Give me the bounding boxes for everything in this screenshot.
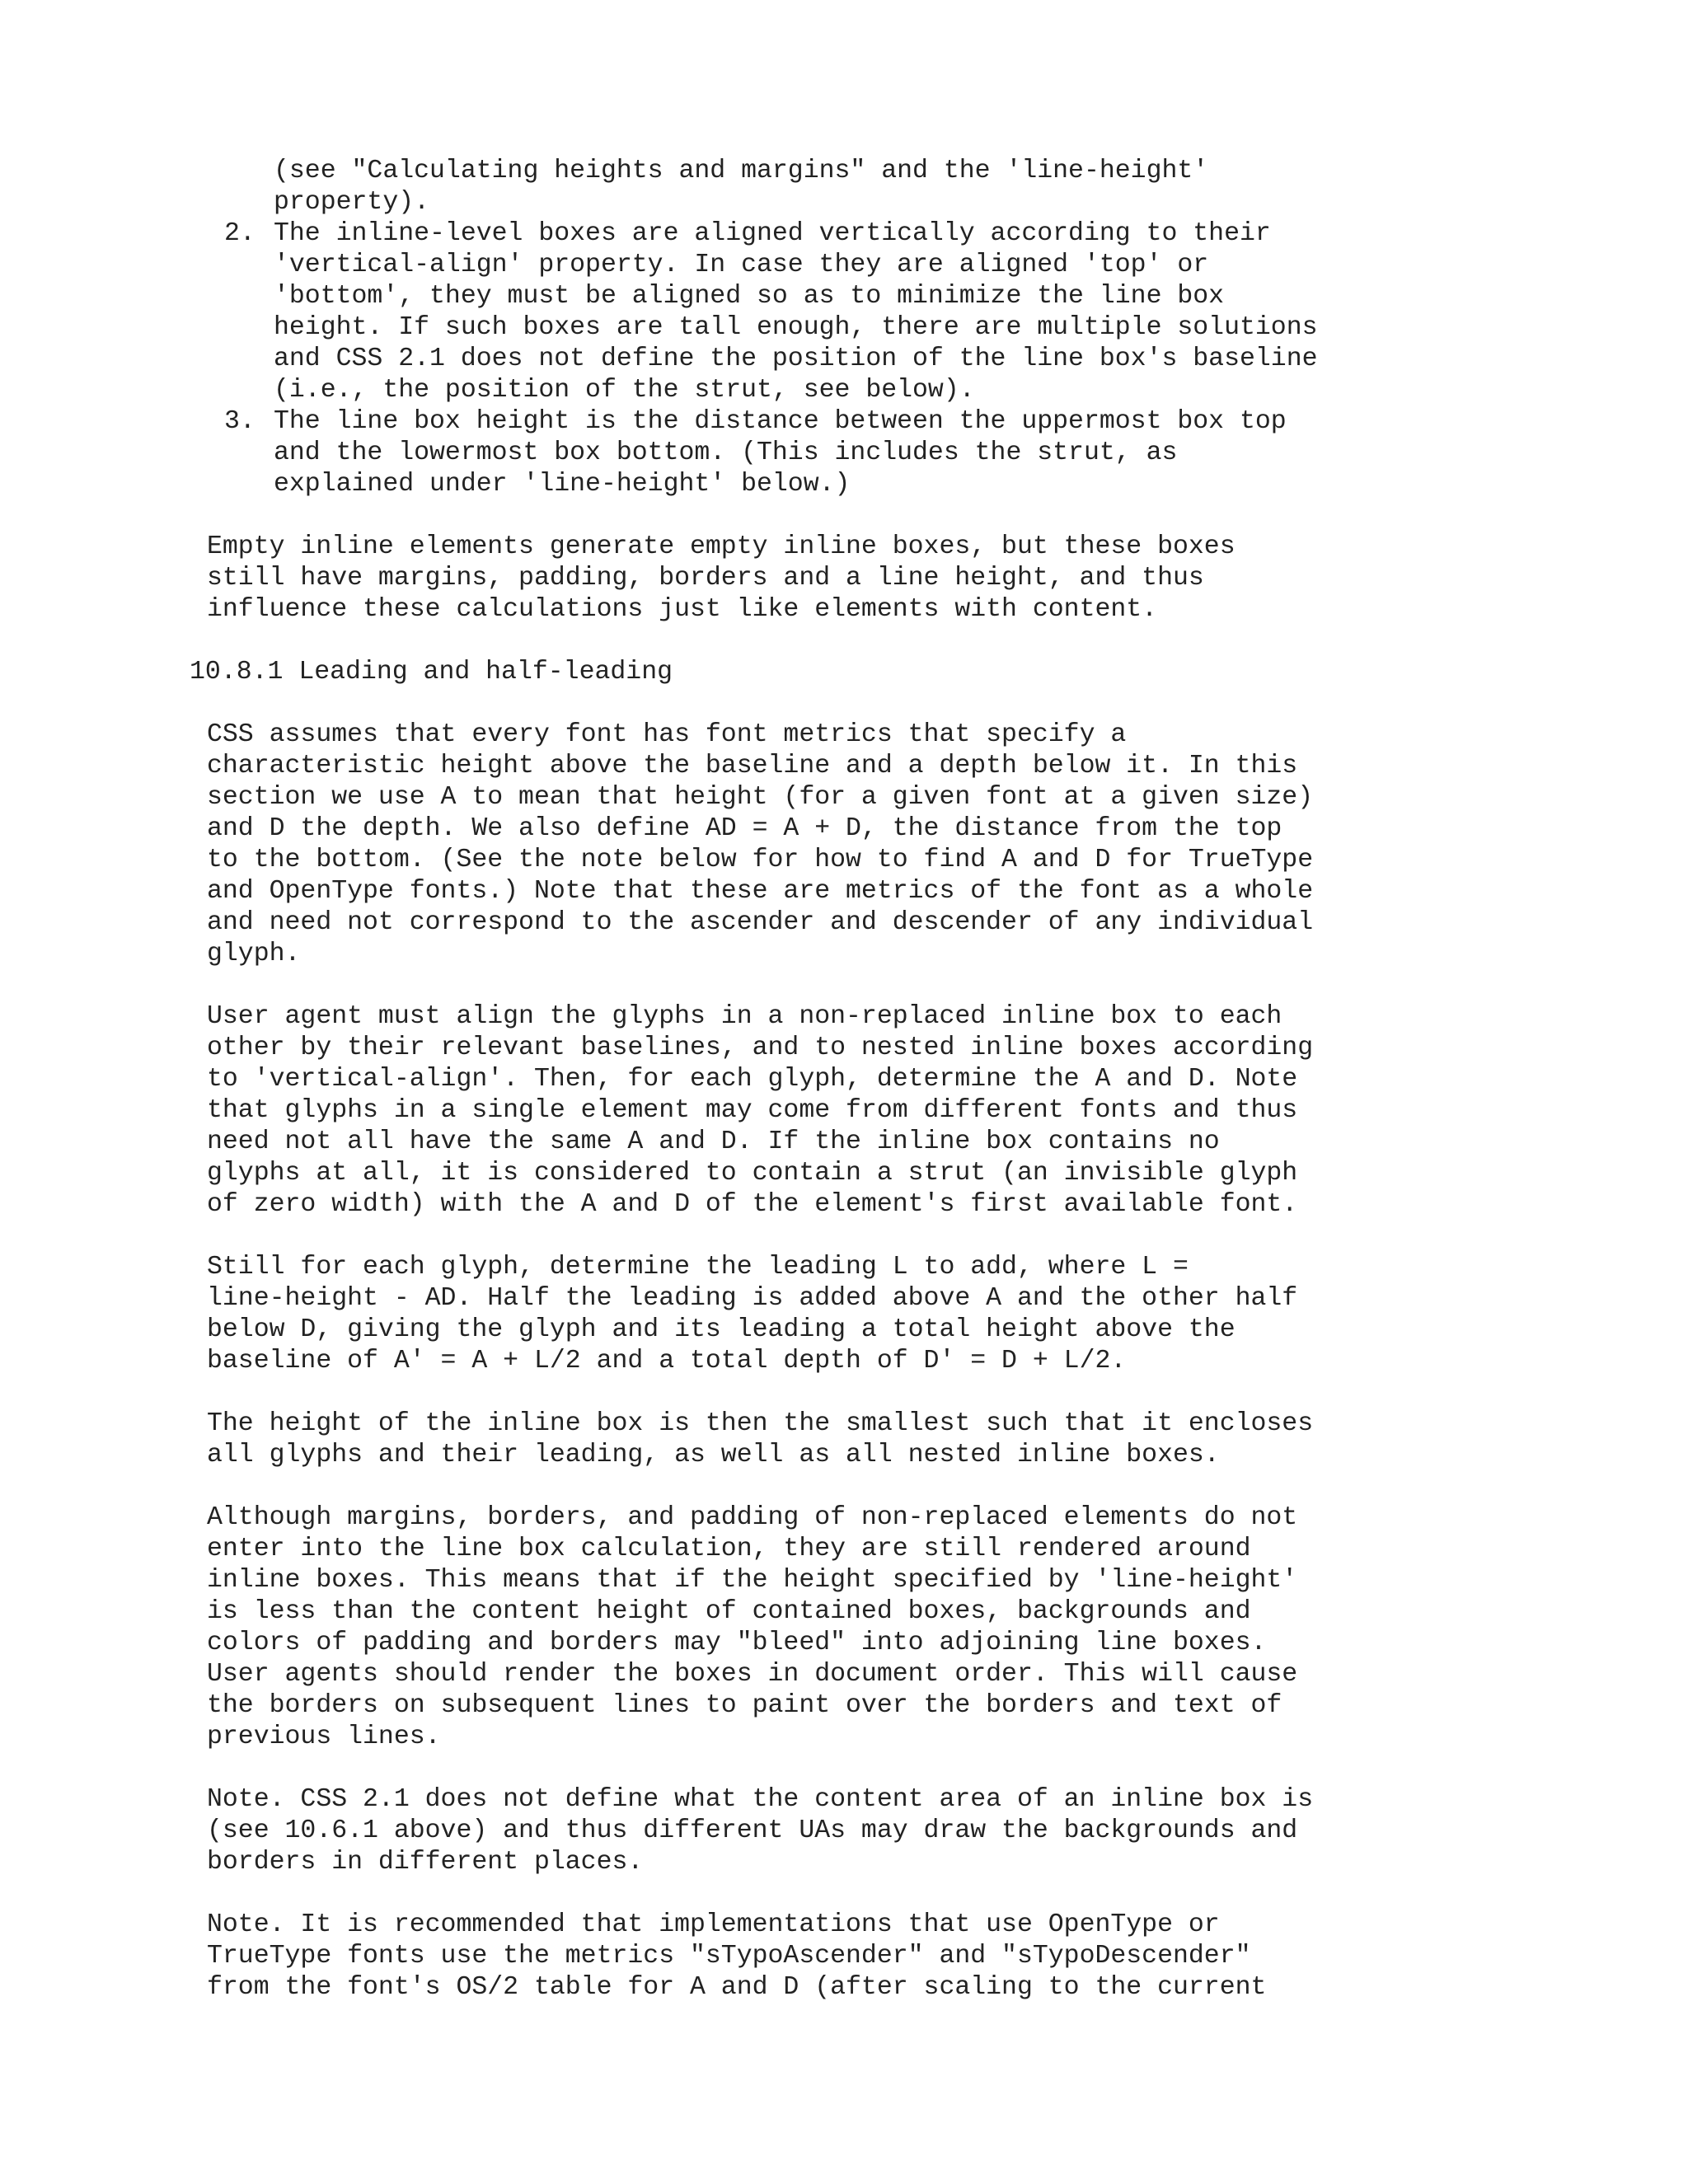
text-line: section we use A to mean that height (for a given font at a given size) [207,783,1314,812]
text-line: The line box height is the distance between the uppermost box top [274,407,1287,436]
text-line: height. If such boxes are tall enough, there are multiple solutions [274,313,1318,342]
paragraph-leading [0,1252,1688,1377]
text-line: (i.e., the position of the strut, see below). [274,376,975,405]
text-line: borders in different places. [207,1848,644,1877]
text-line: Note. It is recommended that implementations that use OpenType or [207,1910,1220,1939]
text-line: colors of padding and borders may "bleed" into adjoining line boxes. [207,1629,1267,1657]
text-line: all glyphs and their leading, as well as all nested inline boxes. [207,1441,1220,1469]
text-line: that glyphs in a single element may come from different fonts and thus [207,1096,1298,1125]
text-line: below D, giving the glyph and its leading a total height above the [207,1315,1236,1344]
text-line: Although margins, borders, and padding of non-replaced elements do not [207,1503,1298,1532]
text-line: inline boxes. This means that if the height specified by 'line-height' [207,1566,1298,1595]
text-line: User agents should render the boxes in document order. This will cause [207,1660,1298,1689]
text-line: Still for each glyph, determine the leading L to add, where L = [207,1253,1189,1282]
text-line: and CSS 2.1 does not define the position of the line box's baseline [274,344,1318,373]
text-line: and need not correspond to the ascender and descender of any individual [207,908,1314,937]
text-line: characteristic height above the baseline and a depth below it. In this [207,752,1298,780]
text-line: glyph. [207,940,301,968]
text-line: need not all have the same A and D. If the inline box contains no [207,1127,1220,1156]
text-line: glyphs at all, it is considered to contain a strut (an invisible glyph [207,1159,1298,1188]
paragraph-empty-inline [0,532,1688,626]
text-line: is less than the content height of contained boxes, backgrounds and [207,1597,1251,1626]
text-line: property). [274,188,430,217]
paragraph-glyph-alignment [0,1001,1688,1221]
text-line: to 'vertical-align'. Then, for each glyph, determine the A and D. Note [207,1065,1298,1094]
text-line: and OpenType fonts.) Note that these are metrics of the font as a whole [207,877,1314,906]
text-line: CSS assumes that every font has font metrics that specify a [207,720,1127,749]
text-line: (see "Calculating heights and margins" and the 'line-height' [274,157,1209,185]
text-line: and D the depth. We also define AD = A + D, the distance from the top [207,814,1282,843]
text-line: the borders on subsequent lines to paint over the borders and text of [207,1691,1282,1720]
list-number: 3. [224,407,256,436]
text-line: TrueType fonts use the metrics "sTypoAscender" and "sTypoDescender" [207,1942,1251,1971]
text-line: (see 10.6.1 above) and thus different UAs may draw the backgrounds and [207,1816,1298,1845]
document-page [0,156,1688,2004]
paragraph-bleed [0,1502,1688,1753]
text-line: Empty inline elements generate empty inline boxes, but these boxes [207,532,1236,561]
list-number: 2. [224,219,256,248]
text-line: 'bottom', they must be aligned so as to minimize the line box [274,282,1225,311]
text-line: User agent must align the glyphs in a non-replaced inline box to each [207,1002,1282,1031]
paragraph-note-opentype [0,1910,1688,2004]
text-line: of zero width) with the A and D of the element's first available font. [207,1190,1298,1219]
text-line: The height of the inline box is then the smallest such that it encloses [207,1409,1314,1438]
text-line: previous lines. [207,1722,441,1751]
text-line: from the font's OS/2 table for A and D (after scaling to the current [207,1973,1267,2002]
text-line: enter into the line box calculation, they are still rendered around [207,1535,1251,1563]
paragraph-inline-box-height [0,1408,1688,1471]
text-line: The inline-level boxes are aligned vertically according to their [274,219,1271,248]
text-line: line-height - AD. Half the leading is added above A and the other half [207,1284,1298,1313]
text-line: influence these calculations just like elements with content. [207,595,1158,624]
text-line: Note. CSS 2.1 does not define what the content area of an inline box is [207,1785,1314,1814]
text-line: explained under 'line-height' below.) [274,470,851,499]
paragraph-font-metrics [0,719,1688,970]
text-line: 'vertical-align' property. In case they are aligned 'top' or [274,251,1209,279]
text-line: other by their relevant baselines, and to nested inline boxes according [207,1033,1314,1062]
text-line: still have margins, padding, borders and a line height, and thus [207,564,1204,593]
section-heading: 10.8.1 Leading and half-leading [190,658,673,687]
list-item-2 [0,218,1688,406]
text-line: baseline of A' = A + L/2 and a total depth of D' = D + L/2. [207,1347,1127,1376]
list-continuation [0,156,1688,218]
text-line: to the bottom. (See the note below for how to find A and D for TrueType [207,846,1314,874]
list-item-3 [0,406,1688,500]
paragraph-note-content-area [0,1784,1688,1878]
text-line: and the lowermost box bottom. (This includes the strut, as [274,438,1178,467]
